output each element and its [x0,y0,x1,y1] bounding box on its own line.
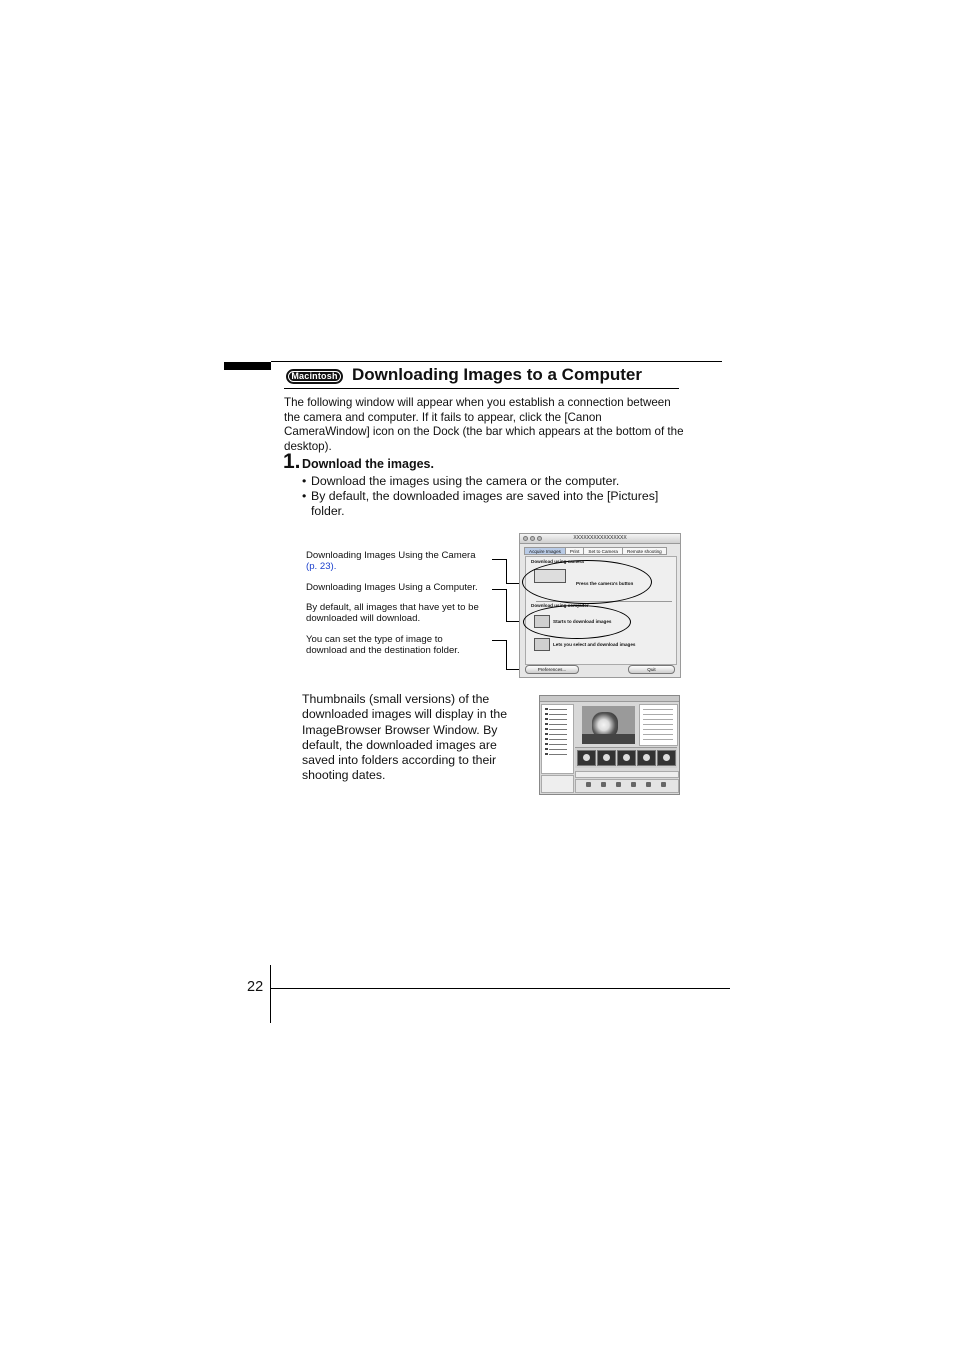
tool-icon[interactable] [661,782,666,787]
tab-set-to-camera[interactable]: Set to Camera [583,547,623,555]
thumbnail-strip [575,747,677,768]
leader-line [492,640,507,641]
preview-image[interactable] [582,706,635,744]
leader-line [492,559,507,560]
close-dot-icon[interactable] [523,536,528,541]
page-link[interactable]: (p. 23). [306,560,337,572]
folder-icon [545,723,548,725]
bullet-item: • By default, the downloaded images are saved into the [Pictures] folder. [302,489,692,519]
header-rule [271,361,722,362]
folder-icon [545,743,548,745]
tool-icon[interactable] [646,782,651,787]
thumbnail[interactable] [657,750,676,766]
folder-tree [541,704,574,774]
step-bullets [302,474,692,519]
callout-default [306,603,479,625]
section-title: Downloading Images to a Computer [352,365,642,384]
zoom-slider[interactable] [575,771,679,778]
thumbnail[interactable] [577,750,596,766]
folder-icon [545,713,548,715]
tool-icon[interactable] [631,782,636,787]
tool-icon[interactable] [601,782,606,787]
thumbnail[interactable] [597,750,616,766]
folder-icon [545,738,548,740]
left-panel [541,775,574,793]
step-number: 1. [283,450,301,473]
callout-default-line: downloaded will download. [306,612,421,624]
select-download-text: Lets you select and download images [553,642,636,647]
page-number: 22 [247,979,264,995]
quit-button[interactable]: Quit [628,665,675,674]
section-camera-download: Download using camera [531,559,584,564]
tool-icon[interactable] [616,782,621,787]
thumbnail[interactable] [617,750,636,766]
leader-line [506,640,507,669]
callout-camera [306,551,476,573]
toolbar [575,779,679,793]
thumbnail[interactable] [637,750,656,766]
folder-icon [545,728,548,730]
footer-rule [270,988,730,989]
header-bar [224,362,271,370]
camerawindow-screenshot [519,533,681,678]
tool-icon[interactable] [586,782,591,787]
folder-icon [545,718,548,720]
minimize-dot-icon[interactable] [530,536,535,541]
step-heading: Download the images. [302,457,434,471]
leader-line [506,559,507,583]
leader-line [492,589,507,590]
tab-acquire-images[interactable]: Acquire Images [524,547,566,555]
folder-icon [545,708,548,710]
imagebrowser-screenshot [539,695,680,795]
callout-settype-line: download and the destination folder. [306,644,460,656]
section-computer-download: Download using computer [531,603,589,608]
info-panel [639,704,678,746]
highlight-oval [522,560,652,604]
thumbnails-paragraph: Thumbnails (small versions) of the downloaded images will display in the ImageBrowser Browser Window. By default, the downloaded images are saved into folders according to their shooting dates. [302,692,508,783]
preferences-button[interactable]: Preferences... [525,665,579,674]
leader-line [506,589,507,621]
footer-vertical-rule [270,965,271,1023]
starts-download-text: Starts to download images [553,619,612,624]
tab-bar [524,547,666,555]
window-titlebar [520,534,680,544]
title-underline [284,388,679,389]
browser-titlebar [540,696,679,702]
select-download-icon[interactable] [534,638,550,651]
bullet-item: • Download the images using the camera or the computer. [302,474,692,489]
tab-print[interactable]: Print [565,547,584,555]
macintosh-badge: Macintosh [286,369,343,384]
folder-icon [545,733,548,735]
callout-settype-line: You can set the type of image to [306,634,443,645]
callout-default-line: By default, all images that have yet to be [306,602,479,613]
folder-icon [545,748,548,750]
folder-icon [545,753,548,755]
callout-settype [306,635,460,657]
zoom-dot-icon[interactable] [537,536,542,541]
tab-remote-shooting[interactable]: Remote shooting [622,547,667,555]
press-button-text: Press the camera's button [576,581,634,586]
callout-computer: Downloading Images Using a Computer. [306,582,478,593]
window-title: XXXXXXXXXXXXXXXX [573,535,627,541]
intro-paragraph: The following window will appear when you establish a connection between the camera and computer. If it fails to appear, click the [Canon CameraWindow] icon on the Dock (the bar which appears at the bottom of the desktop). [284,396,684,453]
callout-camera-text: Downloading Images Using the Camera [306,550,476,561]
highlight-oval [523,605,631,639]
